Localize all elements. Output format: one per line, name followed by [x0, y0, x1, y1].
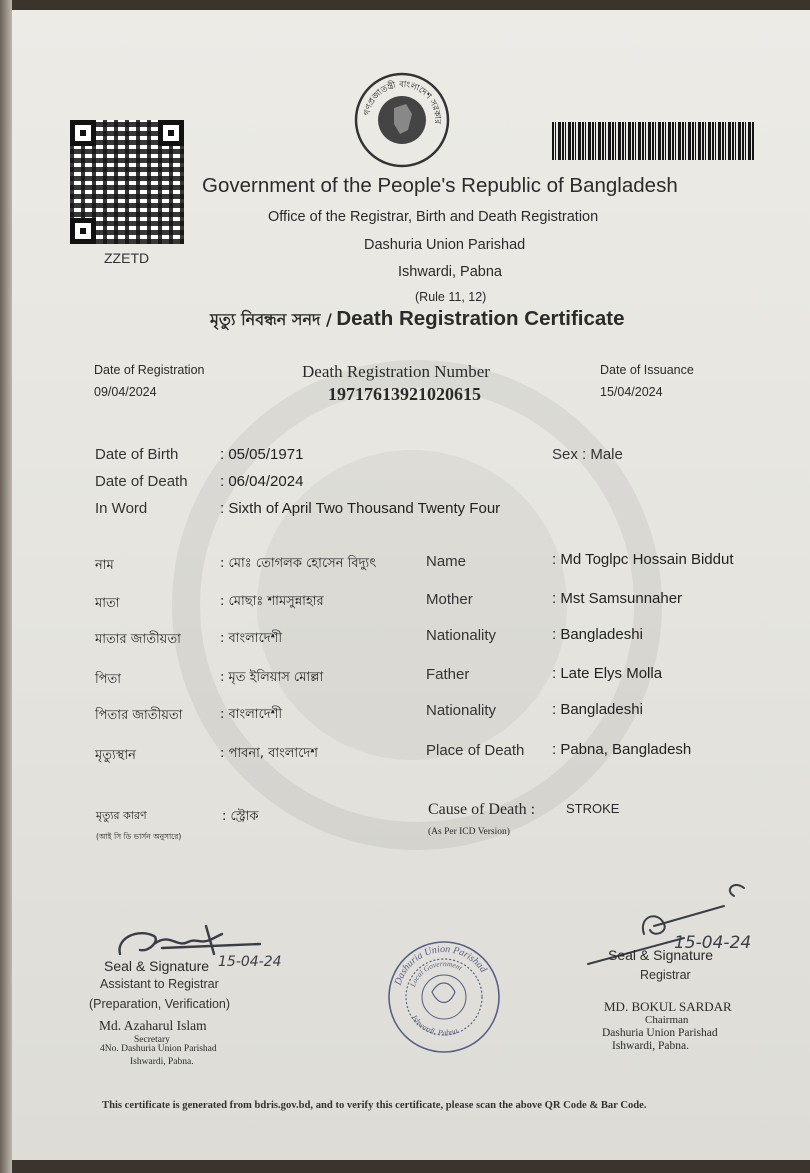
father-nationality-label: Nationality	[426, 702, 497, 719]
mother-value: : Mst Samsunnaher	[552, 590, 683, 607]
assistant-title: Secretary	[134, 1035, 170, 1045]
left-role-detail: (Preparation, Verification)	[89, 997, 231, 1011]
cause-note: (As Per ICD Version)	[428, 827, 510, 837]
registration-number-label: Death Registration Number	[302, 362, 490, 381]
name-bn-value: : মোঃ তোগলক হোসেন বিদ্যুৎ	[220, 556, 377, 571]
registrar-signature-date: 15-04-24	[674, 933, 752, 953]
place-of-death-bn-value: : পাবনা, বাংলাদেশ	[220, 746, 318, 761]
mother-nationality-bn-label: মাতার জাতীয়তা	[95, 632, 181, 647]
father-bn-value: : মৃত ইলিয়াস মোল্লা	[220, 670, 324, 685]
assistant-place: Ishwardi, Pabna.	[130, 1057, 194, 1067]
left-seal-label: Seal & Signature	[104, 958, 210, 974]
cause-bn-label: মৃত্যুর কারণ	[96, 809, 147, 822]
verification-footer: This certificate is generated from bdris.gov.bd, and to verify this certificate, please scan the above QR Code & Bar Code.	[102, 1100, 647, 1111]
qr-label: ZZETD	[104, 250, 150, 266]
svg-text:Ishwardi, Pabna.	[409, 1013, 460, 1038]
father-label: Father	[426, 666, 470, 683]
cause-bn-value: : স্ট্রোক	[222, 809, 259, 824]
in-word-label: In Word	[95, 500, 148, 517]
cause-bn-note: (আই সি ডি ভার্সন অনুসারে)	[96, 832, 182, 841]
certificate-title-bn: মৃত্যু নিবন্ধন সনদ /	[210, 310, 332, 329]
mother-nationality-bn-value: : বাংলাদেশী	[220, 631, 283, 646]
seal-text: গণপ্রজাতন্ত্রী বাংলাদেশ সরকার	[362, 79, 443, 125]
registrar-place: Ishwardi, Pabna.	[612, 1040, 689, 1052]
cause-label: Cause of Death :	[428, 801, 536, 818]
father-nationality-bn-label: পিতার জাতীয়তা	[95, 708, 183, 723]
registration-date-label: Date of Registration	[94, 363, 205, 377]
place-of-death-bn-label: মৃত্যুস্থান	[95, 748, 136, 763]
assistant-signature-date: 15-04-24	[218, 954, 282, 970]
stamp-outer-text: Dashuria Union Parishad	[392, 943, 489, 987]
issuance-date-label: Date of Issuance	[600, 363, 694, 377]
qr-finder-icon	[70, 218, 96, 244]
office-title: Office of the Registrar, Birth and Death Registration	[268, 209, 599, 225]
barcode	[552, 122, 754, 160]
father-value: : Late Elys Molla	[552, 665, 663, 682]
stamp-inner-text: Local Government	[407, 958, 464, 989]
certificate-paper	[12, 10, 810, 1160]
name-bn-label: নাম	[95, 558, 114, 573]
father-bn-label: পিতা	[95, 672, 122, 687]
union-location: Ishwardi, Pabna	[398, 264, 502, 280]
mother-label: Mother	[426, 591, 473, 608]
place-of-death-label: Place of Death	[426, 742, 525, 759]
registration-number-value: 19717613921020615	[328, 384, 481, 404]
rule-reference: (Rule 11, 12)	[415, 290, 487, 304]
mother-nationality-label: Nationality	[426, 627, 497, 644]
death-date-label: Date of Death	[95, 473, 188, 490]
left-role: Assistant to Registrar	[100, 977, 219, 991]
union-parishad-stamp-icon	[387, 940, 501, 1054]
death-date-value: : 06/04/2024	[220, 473, 304, 490]
qr-finder-icon	[158, 120, 184, 146]
name-label: Name	[426, 553, 467, 570]
assistant-org: 4No. Dashuria Union Parishad	[100, 1044, 217, 1054]
place-of-death-value: : Pabna, Bangladesh	[552, 741, 692, 758]
desk-edge	[0, 0, 12, 1173]
mother-bn-value: : মোছাঃ শামসুন্নাহার	[220, 594, 324, 609]
cause-value: STROKE	[566, 801, 620, 816]
union-name: Dashuria Union Parishad	[364, 237, 526, 253]
registrar-title: Chairman	[645, 1014, 689, 1026]
qr-code	[70, 120, 184, 244]
father-nationality-bn-value: : বাংলাদেশী	[220, 707, 283, 722]
mother-nationality-value: : Bangladeshi	[552, 626, 643, 643]
issuance-date-value: 15/04/2024	[600, 385, 663, 399]
registrar-org: Dashuria Union Parishad	[602, 1027, 718, 1039]
qr-finder-icon	[70, 120, 96, 146]
registrar-name: MD. BOKUL SARDAR	[604, 999, 732, 1014]
assistant-name: Md. Azaharul Islam	[99, 1018, 207, 1033]
name-value: : Md Toglpc Hossain Biddut	[552, 551, 734, 568]
government-title: Government of the People's Republic of Bangladesh	[202, 174, 678, 197]
right-seal-label: Seal & Signature	[608, 947, 714, 963]
sex-value: Sex : Male	[552, 446, 623, 463]
certificate-title-en: Death Registration Certificate	[336, 307, 625, 330]
mother-bn-label: মাতা	[95, 596, 120, 611]
registration-date-value: 09/04/2024	[94, 385, 157, 399]
birth-date-label: Date of Birth	[95, 446, 179, 463]
in-word-value: : Sixth of April Two Thousand Twenty Four	[220, 500, 501, 517]
government-seal-icon	[354, 72, 450, 168]
father-nationality-value: : Bangladeshi	[552, 701, 643, 718]
stamp-bottom-text: Ishwardi, Pabna.	[409, 1013, 461, 1038]
registrar-role: Registrar	[640, 968, 691, 982]
birth-date-value: : 05/05/1971	[220, 446, 304, 463]
certificate-title	[210, 307, 625, 334]
